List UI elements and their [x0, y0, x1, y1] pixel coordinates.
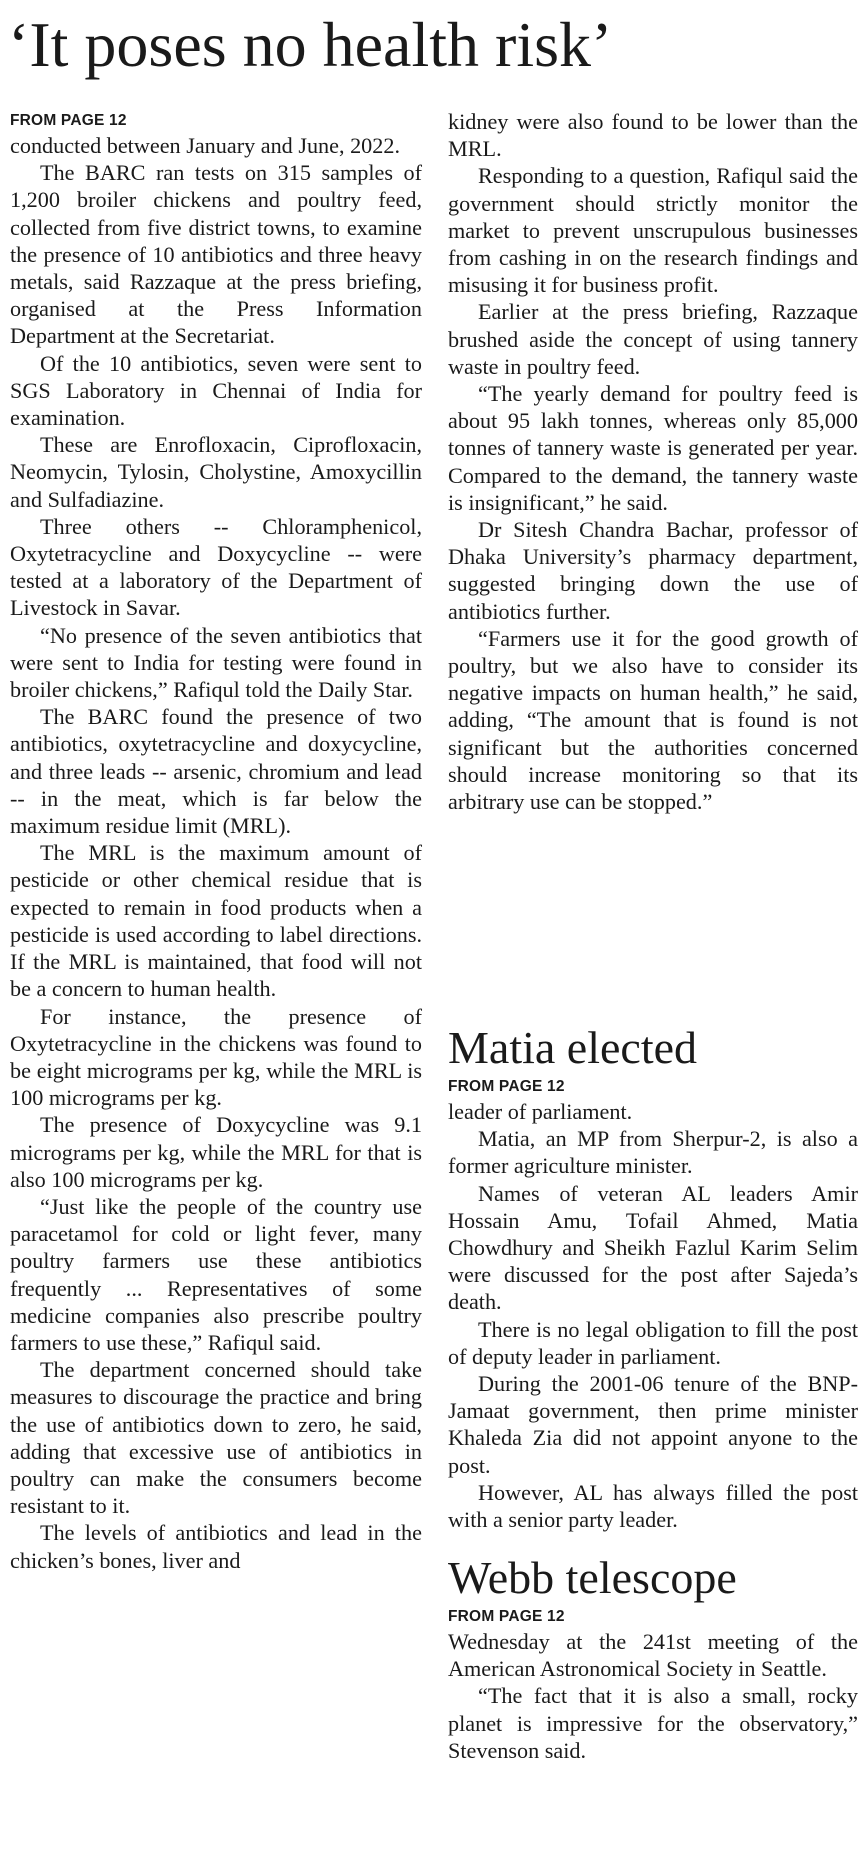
article-paragraph: The BARC ran tests on 315 samples of 1,200 broiler chickens and poultry feed, collected from five district towns, to examine the presence of 10 antibiotics and three heavy metals, said Razzaque at the press briefing, organised at the Press Information Department at the Secretariat.	[10, 160, 422, 349]
article-paragraph: Matia, an MP from Sherpur-2, is also a former agriculture minister.	[448, 1126, 858, 1179]
matia-story	[448, 1020, 858, 1533]
article-paragraph: For instance, the presence of Oxytetracycline in the chickens was found to be eight micrograms per kg, while the MRL is 100 micrograms per kg.	[10, 1003, 422, 1111]
continuation-label: FROM PAGE 12	[10, 112, 127, 129]
article-paragraph: The BARC found the presence of two antibiotics, oxytetracycline and doxycycline, and three leads -- arsenic, chromium and lead -- in the meat, which is far below the maximum residue limit (MRL).	[10, 704, 422, 839]
matia-headline: Matia elected	[448, 1022, 698, 1073]
webb-headline: Webb telescope	[448, 1552, 737, 1603]
article-paragraph: conducted between January and June, 2022.	[10, 133, 401, 158]
article-paragraph: “No presence of the seven antibiotics that were sent to India for testing were found in broiler chickens,” Rafiqul told the Daily Star.	[10, 622, 422, 703]
article-paragraph: leader of parliament.	[448, 1099, 633, 1124]
article-paragraph: Responding to a question, Rafiqul said the government should strictly monitor the market to prevent unscrupulous businesses from cashing in on the research findings and misusing it for business profit.	[448, 163, 858, 298]
main-story-right-column	[448, 108, 858, 815]
article-paragraph: Wednesday at the 241st meeting of the American Astronomical Society in Seattle.	[448, 1629, 858, 1682]
article-paragraph: Names of veteran AL leaders Amir Hossain Amu, Tofail Ahmed, Matia Chowdhury and Sheikh Fazlul Karim Selim were discussed for the post after Sajeda’s death.	[448, 1180, 858, 1315]
article-paragraph: kidney were also found to be lower than the MRL.	[448, 109, 858, 162]
article-paragraph: However, AL has always filled the post with a senior party leader.	[448, 1479, 858, 1533]
article-paragraph: These are Enrofloxacin, Ciprofloxacin, Neomycin, Tylosin, Cholystine, Amoxycillin and Sulfadiazine.	[10, 432, 422, 512]
article-paragraph: Dr Sitesh Chandra Bachar, professor of Dhaka University’s pharmacy department, suggested bringing down the use of antibiotics further.	[448, 517, 858, 624]
article-paragraph: The MRL is the maximum amount of pesticide or other chemical residue that is expected to remain in food products when a pesticide is used according to label directions. If the MRL is maintained, that food will not be a concern to human health.	[10, 840, 422, 1002]
webb-story	[448, 1550, 858, 1764]
article-paragraph: “The fact that it is also a small, rocky planet is impressive for the observatory,” Stevenson said.	[448, 1683, 858, 1763]
article-paragraph: “Just like the people of the country use paracetamol for cold or light fever, many poultry farmers use these antibiotics frequently ... Representatives of some medicine companies also prescribe poultry farmers to use these,” Rafiqul said.	[10, 1193, 422, 1355]
article-paragraph: The presence of Doxycycline was 9.1 micrograms per kg, while the MRL for that is also 100 micrograms per kg.	[10, 1112, 422, 1192]
article-paragraph: The levels of antibiotics and lead in the chicken’s bones, liver and	[10, 1520, 422, 1573]
main-headline: ‘It poses no health risk’	[8, 9, 613, 80]
article-paragraph: The department concerned should take measures to discourage the practice and bring the use of antibiotics down to zero, he said, adding that excessive use of antibiotics in poultry can make the consumers become resistant to it.	[10, 1357, 422, 1519]
article-paragraph: “Farmers use it for the good growth of poultry, but we also have to consider its negative impacts on human health,” he said, adding, “The amount that is found is not significant but the authorities concerned should increase monitoring so that its arbitrary use can be stopped.”	[448, 625, 858, 815]
main-story-left-column	[10, 110, 422, 1574]
article-paragraph: Of the 10 antibiotics, seven were sent to SGS Laboratory in Chennai of India for examination.	[10, 350, 422, 431]
continuation-label: FROM PAGE 12	[448, 1608, 565, 1625]
article-paragraph: There is no legal obligation to fill the post of deputy leader in parliament.	[448, 1316, 858, 1369]
article-paragraph: Earlier at the press briefing, Razzaque brushed aside the concept of using tannery waste in poultry feed.	[448, 299, 858, 379]
article-paragraph: During the 2001-06 tenure of the BNP-Jamaat government, then prime minister Khaleda Zia did not appoint anyone to the post.	[448, 1371, 858, 1478]
article-paragraph: Three others -- Chloramphenicol, Oxytetracycline and Doxycycline -- were tested at a laboratory of the Department of Livestock in Savar.	[10, 513, 422, 621]
article-paragraph: “The yearly demand for poultry feed is about 95 lakh tonnes, whereas only 85,000 tonnes of tannery waste is generated per year. Compared to the demand, the tannery waste is insignificant,” he said.	[448, 381, 858, 515]
continuation-label: FROM PAGE 12	[448, 1078, 565, 1095]
